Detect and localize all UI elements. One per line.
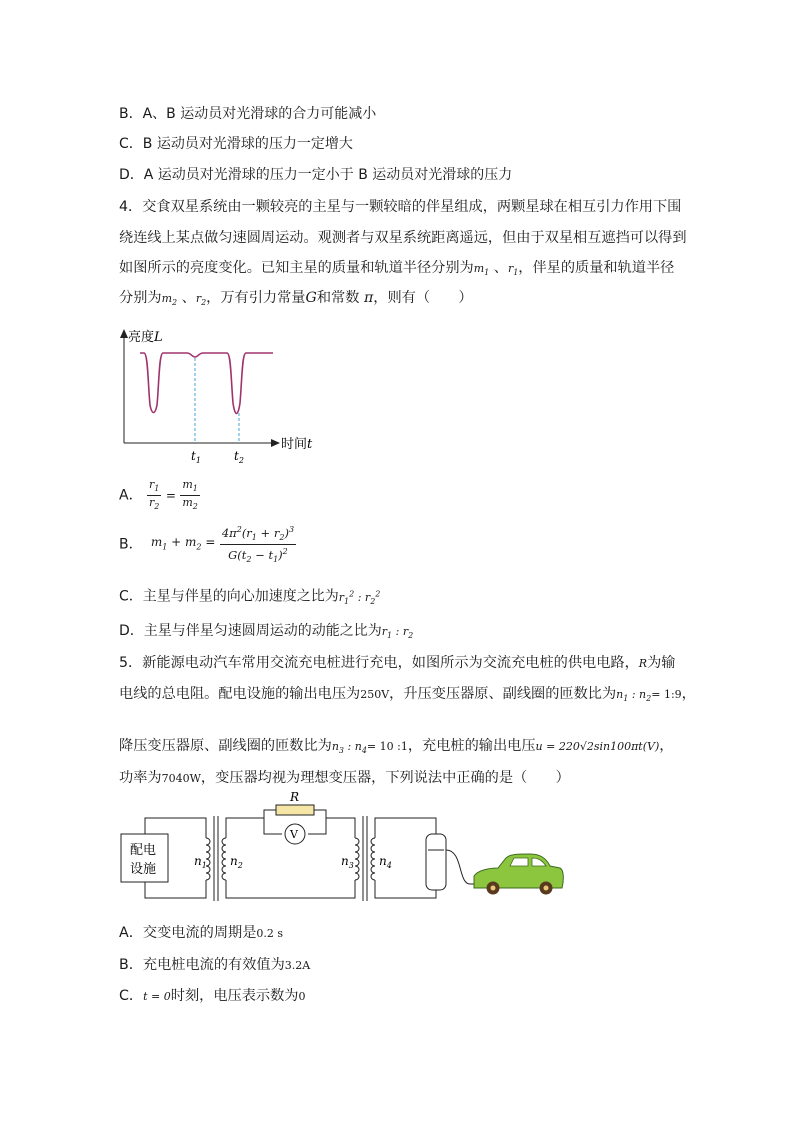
- q5-option-a: A．交变电流的周期是0.2 s: [119, 925, 284, 941]
- y-axis-label: 亮度L: [128, 330, 163, 345]
- charging-station: [426, 834, 446, 890]
- label-n1: $n_1$: [194, 854, 207, 870]
- label-V: V: [290, 828, 298, 841]
- brightness-graph: [115, 325, 325, 465]
- resistor-R: [276, 805, 314, 815]
- t1-label: $t_1$: [191, 449, 201, 465]
- label-n4: $n_4$: [379, 854, 392, 870]
- option-3b: B．A、B 运动员对光滑球的合力可能减小: [119, 106, 377, 122]
- q4-line2: 绕连线上某点做匀速圆周运动。观测者与双星系统距离遥远，但由于双星相互遮挡可以得到: [119, 230, 687, 246]
- q4-option-d: D．主星与伴星匀速圆周运动的动能之比为$r_1$ : $r_2$: [119, 623, 414, 641]
- circuit-diagram: [118, 790, 568, 910]
- coil-n2: [222, 838, 226, 880]
- q5-line4: 功率为7040W，变压器均视为理想变压器，下列说法中正确的是（ ）: [119, 770, 570, 786]
- electric-car: [474, 854, 563, 895]
- source-label-1: 配电: [130, 843, 157, 858]
- q5-line3: 降压变压器原、副线圈的匝数比为$n_3$ : $n_4= 10$ :1，充电桩的输出电压u = 220√2sin100πt(V)，: [119, 738, 674, 756]
- x-axis-label: 时间t: [281, 437, 313, 452]
- option-3c: C．B 运动员对光滑球的压力一定增大: [119, 136, 353, 152]
- coil-n4: [371, 838, 375, 880]
- q4-option-a: A． $\frac{r_1}{r_2}$ = $\frac{m_1}{m_2}$: [119, 478, 198, 512]
- q5-option-c: C．t = 0时刻，电压表示数为0: [119, 988, 306, 1004]
- q5-line2: 电线的总电阻。配电设施的输出电压为250V，升压变压器原、副线圈的匝数比为$n_1$ : $n_2=$ 1:9，: [119, 686, 696, 704]
- label-n2: $n_2$: [230, 854, 243, 870]
- x-axis-arrow: [271, 439, 280, 447]
- q4-option-c: C．主星与伴星的向心加速度之比为$r_1^2$ : $r_2^2$: [119, 588, 381, 606]
- coil-n3: [355, 838, 359, 880]
- q5-line1: 5．新能源电动汽车常用交流充电桩进行充电，如图所示为交流充电桩的供电电路，R为输: [119, 655, 676, 671]
- q4-line1: 4．交食双星系统由一颗较亮的主星与一颗较暗的伴星组成，两颗星球在相互引力作用下围: [119, 199, 682, 215]
- q4-line3: 如图所示的亮度变化。已知主星的质量和轨道半径分别为$m_1$ 、$r_1$，伴星的质量和轨道半径: [119, 260, 675, 278]
- option-3d: D．A 运动员对光滑球的压力一定小于 B 运动员对光滑球的压力: [119, 167, 513, 183]
- t2-label: $t_2$: [234, 449, 244, 465]
- y-axis-arrow: [120, 329, 128, 338]
- coil-n1: [206, 838, 210, 880]
- brightness-curve: [140, 353, 273, 414]
- source-label-2: 设施: [130, 862, 157, 877]
- q4-option-b: B． $m_1 + m_2$ = $\frac{4\pi^2(r_1 + r_2)^3}{G(t_2 - t_1)^2}$: [119, 525, 295, 565]
- label-R: R: [290, 790, 300, 804]
- q5-option-b: B．充电桩电流的有效值为3.2A: [119, 957, 311, 973]
- label-n3: $n_3$: [341, 854, 354, 870]
- q4-line4: 分别为$m_2$ 、$r_2$，万有引力常量G和常数 π，则有（ ）: [119, 290, 473, 308]
